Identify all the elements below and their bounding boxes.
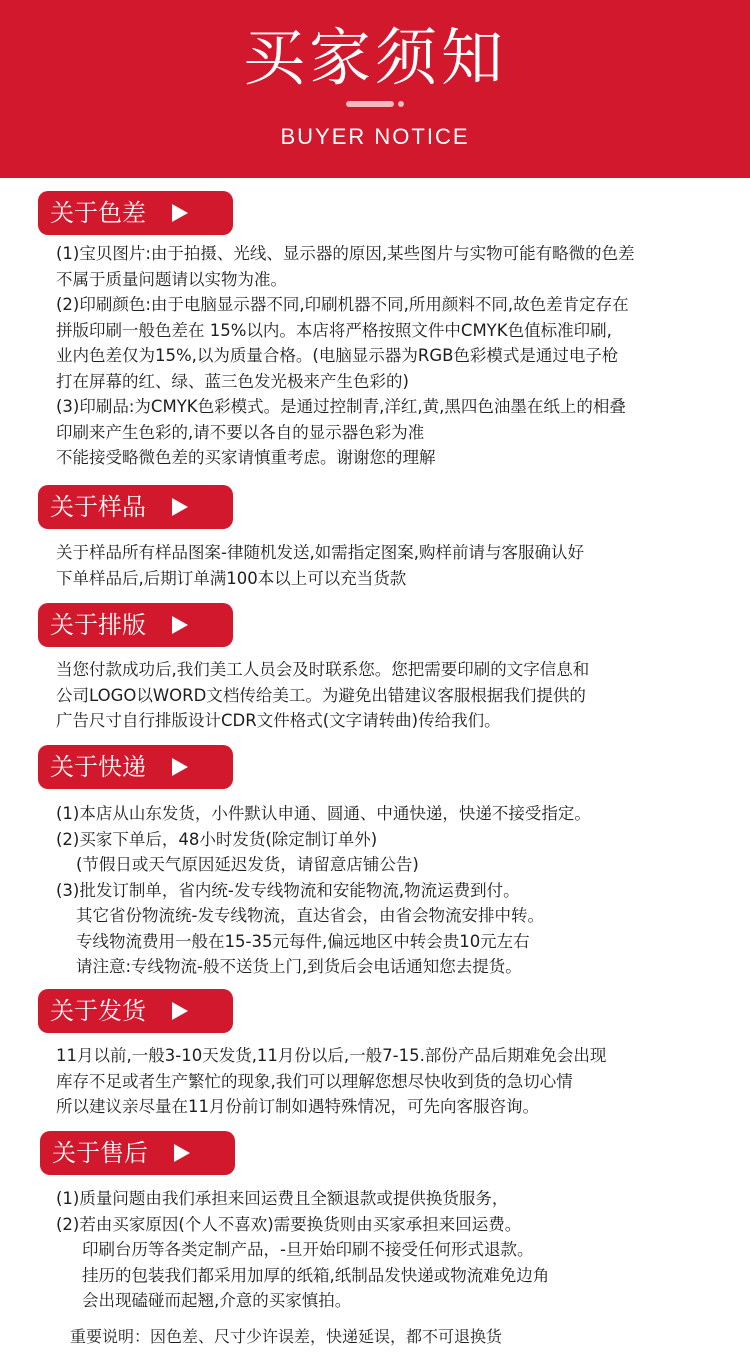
- body-line: 库存不足或者生产繁忙的现象,我们可以理解您想尽快收到货的急切心情: [56, 1071, 573, 1091]
- body-line: (节假日或天气原因延迟发货，请留意店铺公告): [76, 855, 419, 874]
- page-subtitle: BUYER NOTICE: [280, 124, 470, 149]
- important-note-text: 重要说明：因色差、尺寸少许误差，快递延误，都不可退换货: [70, 1327, 503, 1346]
- section-body-color-difference: [56, 241, 746, 471]
- body-line: 不能接受略微色差的买家请慎重考虑。谢谢您的理解: [56, 448, 436, 467]
- section-title: 关于排版: [50, 611, 146, 639]
- body-line: 公司LOGO以WORD文档传给美工。为避免出错建议客服根据我们提供的: [56, 685, 586, 705]
- divider-bar: [346, 101, 394, 107]
- section-tag-express: [38, 745, 233, 789]
- body-line: 专线物流费用一般在15-35元每件,偏远地区中转会贵10元左右: [76, 931, 530, 951]
- section-title: 关于样品: [50, 493, 146, 521]
- arrow-right-icon: [172, 1002, 188, 1020]
- body-line: (2)买家下单后，48小时发货(除定制订单外): [56, 829, 378, 849]
- section-body-samples: [56, 540, 746, 591]
- body-line: (3)批发订制单，省内统-发专线物流和安能物流,物流运费到付。: [56, 880, 520, 900]
- header-banner: [0, 0, 750, 178]
- body-line: 其它省份物流统-发专线物流，直达省会，由省会物流安排中转。: [76, 906, 544, 925]
- section-tag-samples: [38, 485, 233, 529]
- page-title: 买家须知: [242, 21, 507, 94]
- section-title: 关于发货: [50, 997, 146, 1025]
- body-line: 所以建议亲尽量在11月份前订制如遇特殊情况，可先向客服咨询。: [56, 1097, 539, 1116]
- section-title: 关于售后: [52, 1139, 148, 1167]
- section-body-express: [56, 801, 746, 980]
- arrow-right-icon: [172, 758, 188, 776]
- body-line: 拼版印刷一般色差在 15%以内。本店将严格按照文件中CMYK色值标准印刷,: [56, 320, 612, 340]
- body-line: (2)印刷颜色:由于电脑显示器不同,印刷机器不同,所用颜料不同,故色差肯定存在: [56, 295, 629, 314]
- section-tag-after-sales: [40, 1131, 235, 1175]
- section-title: 关于色差: [50, 199, 146, 227]
- arrow-right-icon: [172, 204, 188, 222]
- body-line: 印刷台历等各类定制产品，-旦开始印刷不接受任何形式退款。: [82, 1240, 534, 1259]
- important-note: [70, 1324, 750, 1350]
- body-line: 会出现磕碰而起翘,介意的买家慎拍。: [82, 1291, 352, 1310]
- body-line: 关于样品所有样品图案-律随机发送,如需指定图案,购样前请与客服确认好: [56, 543, 584, 562]
- body-line: 印刷来产生色彩的,请不要以各自的显示器色彩为准: [56, 422, 425, 442]
- section-body-shipping: [56, 1043, 746, 1120]
- body-line: 请注意:专线物流-般不送货上门,到货后会电话通知您去提货。: [76, 957, 522, 976]
- body-line: 不属于质量问题请以实物为准。: [56, 269, 287, 289]
- body-line: (1)本店从山东发货，小件默认申通、圆通、中通快递，快递不接受指定。: [56, 804, 591, 823]
- arrow-right-icon: [174, 1144, 190, 1162]
- section-tag-layout: [38, 603, 233, 647]
- section-body-layout: [56, 657, 746, 734]
- body-line: (3)印刷品:为CMYK色彩模式。是通过控制青,洋红,黄,黑四色油墨在纸上的相叠: [56, 397, 626, 416]
- body-line: (2)若由买家原因(个人不喜欢)需要换货则由买家承担来回运费。: [56, 1214, 522, 1234]
- body-line: 广告尺寸自行排版设计CDR文件格式(文字请转曲)传给我们。: [56, 711, 501, 730]
- section-tag-color-difference: [38, 191, 233, 235]
- section-body-after-sales: [56, 1186, 746, 1314]
- body-line: 当您付款成功后,我们美工人员会及时联系您。您把需要印刷的文字信息和: [56, 660, 590, 679]
- section-tag-shipping: [38, 989, 233, 1033]
- body-line: 业内色差仅为15%,以为质量合格。(电脑显示器为RGB色彩模式是通过电子枪: [56, 346, 619, 365]
- section-title: 关于快递: [50, 753, 146, 781]
- body-line: 11月以前,一般3-10天发货,11月份以后,一般7-15.部份产品后期难免会出现: [56, 1046, 607, 1065]
- title-divider-decoration: [346, 101, 406, 107]
- body-line: (1)宝贝图片:由于拍摄、光线、显示器的原因,某些图片与实物可能有略微的色差: [56, 244, 635, 263]
- arrow-right-icon: [172, 616, 188, 634]
- body-line: 打在屏幕的红、绿、蓝三色发光极来产生色彩的): [56, 371, 409, 391]
- arrow-right-icon: [172, 498, 188, 516]
- body-line: 下单样品后,后期订单满100本以上可以充当货款: [56, 568, 407, 588]
- body-line: 挂历的包装我们都采用加厚的纸箱,纸制品发快递或物流难免边角: [82, 1265, 550, 1285]
- body-line: (1)质量问题由我们承担来回运费且全额退款或提供换货服务，: [56, 1189, 509, 1208]
- divider-dot: [398, 101, 404, 107]
